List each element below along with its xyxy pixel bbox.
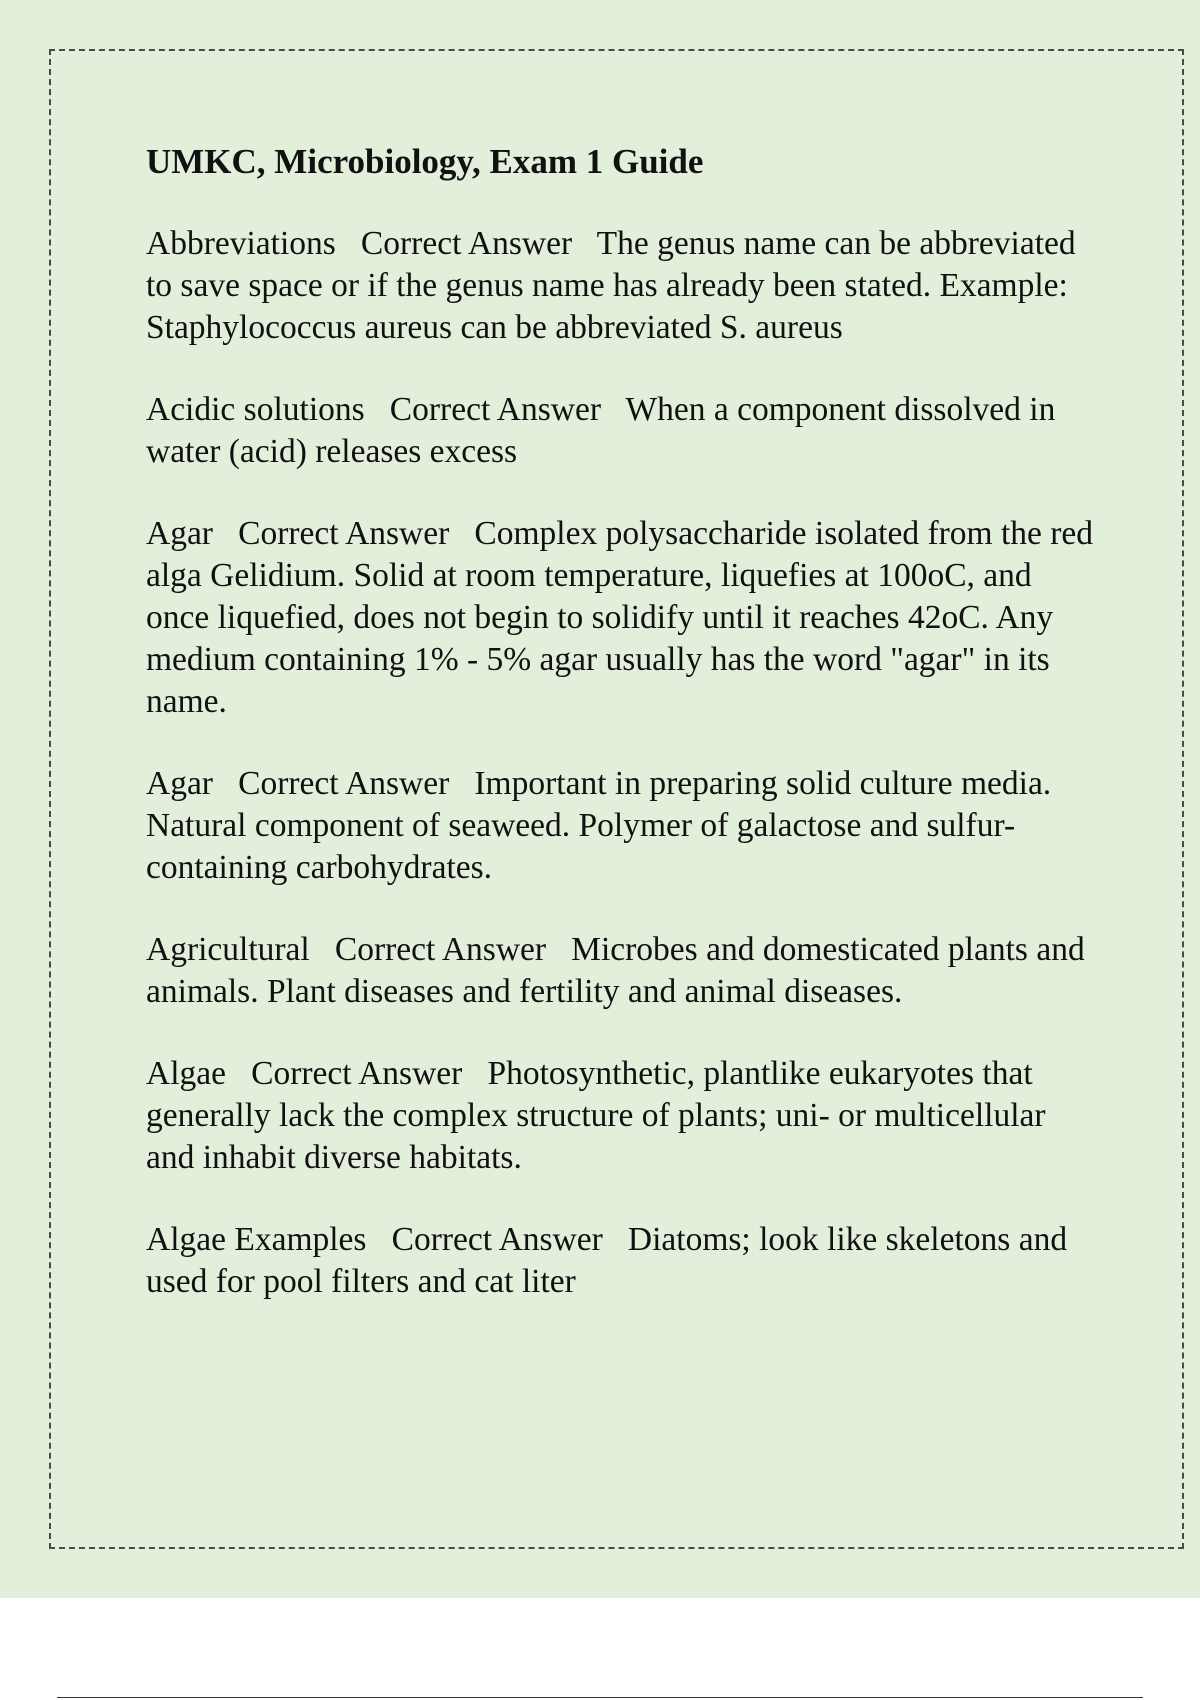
entry-agar-1: [146, 513, 1101, 723]
entry-answer: Microbes and domesticated plants and animals. Plant diseases and fertility and animal diseases.: [146, 931, 1094, 1010]
correct-answer-label: Correct Answer: [366, 1221, 628, 1258]
entry-answer: Photosynthetic, plantlike eukaryotes that generally lack the complex structure of plants; uni- or multicellular and inhabit diverse habitats.: [146, 1055, 1054, 1176]
entry-answer: When a component dissolved in water (acid) releases excess: [146, 391, 1064, 470]
entry-term: Acidic solutions: [146, 391, 365, 428]
entry-abbreviations: [146, 223, 1101, 349]
entry-term: Algae: [146, 1055, 226, 1092]
entry-term: Algae Examples: [146, 1221, 367, 1258]
entry-algae: [146, 1053, 1101, 1179]
entry-answer: Important in preparing solid culture media. Natural component of seaweed. Polymer of galactose and sulfur-containing carbohydrates.: [146, 765, 1060, 886]
entry-agar-2: [146, 763, 1101, 889]
correct-answer-label: Correct Answer: [226, 1055, 488, 1092]
entry-acidic-solutions: [146, 389, 1101, 473]
correct-answer-label: Correct Answer: [212, 765, 475, 802]
entry-agricultural: [146, 929, 1101, 1013]
entry-algae-examples: [146, 1219, 1101, 1303]
document-title: UMKC, Microbiology, Exam 1 Guide: [146, 142, 704, 181]
correct-answer-label: Correct Answer: [364, 391, 626, 428]
entry-answer: The genus name can be abbreviated to save space or if the genus name has already been stated. Example: Staphylococcus aureus can be abbreviated S. aureus: [146, 225, 1085, 346]
correct-answer-label: Correct Answer: [309, 931, 572, 968]
entry-answer: Complex polysaccharide isolated from the red alga Gelidium. Solid at room temperature, liquefies at 100oC, and once liquefied, does not begin to solidify until it reaches 42oC. Any medium containing 1% - 5% agar usually has the word "agar" in its name.: [146, 515, 1102, 720]
entry-answer: Diatoms; look like skeletons and used for pool filters and cat liter: [146, 1221, 1076, 1300]
document-content: [146, 142, 1101, 1343]
correct-answer-label: Correct Answer: [335, 225, 597, 262]
entry-term: Agricultural: [146, 931, 310, 968]
entry-term: Agar: [146, 765, 213, 802]
footer-divider: [57, 1697, 1143, 1698]
entry-term: Agar: [146, 515, 213, 552]
entry-term: Abbreviations: [146, 225, 336, 262]
correct-answer-label: Correct Answer: [212, 515, 475, 552]
